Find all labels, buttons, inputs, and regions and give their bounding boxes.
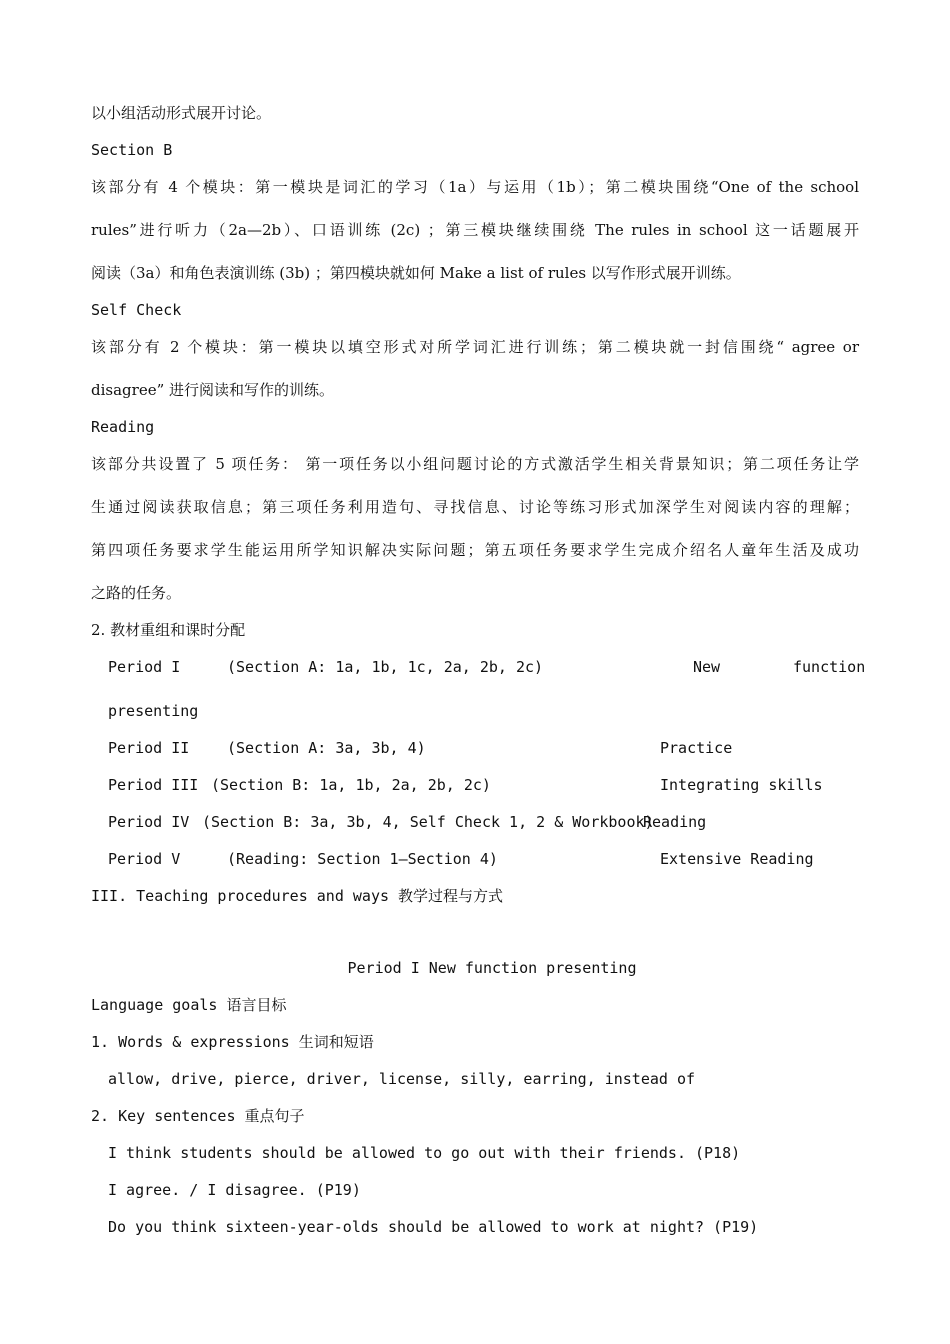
section-b-line-3: 阅读（3a）和角色表演训练 (3b) ；第四模块就如何 Make a list of rules 以写作形式展开训练。	[91, 264, 741, 282]
key-sentence: I think students should be allowed to go out with their friends. (P18)	[108, 1144, 741, 1162]
period-type: Practice	[660, 739, 733, 757]
reading-line-1: 该部分共设置了 5 项任务： 第一项任务以小组问题讨论的方式激活学生相关背景知识；第二项任务让学	[91, 455, 859, 473]
words-list: allow, drive, pierce, driver, license, silly, earring, instead of	[108, 1070, 695, 1088]
key-sentences-heading: 2. Key sentences 重点句子	[91, 1107, 305, 1125]
period-name: Period III	[108, 776, 199, 794]
period-name: Period I	[108, 658, 181, 676]
section-b-heading: Section B	[91, 141, 173, 159]
self-check-heading: Self Check	[91, 301, 182, 319]
period-name: Period V	[108, 850, 181, 868]
period-name: Period IV	[108, 813, 190, 831]
period1-title: Period I New function presenting	[347, 959, 637, 977]
self-check-line-2: disagree” 进行阅读和写作的训练。	[91, 381, 335, 399]
reading-line-4: 之路的任务。	[91, 584, 182, 602]
period-content: (Section A: 1a, 1b, 1c, 2a, 2b, 2c)	[227, 658, 544, 676]
language-goals-heading: Language goals 语言目标	[91, 996, 287, 1014]
regroup-heading: 2. 教材重组和课时分配	[91, 621, 246, 639]
section-b-line-1: 该部分有 4 个模块：第一模块是词汇的学习（1a）与运用（1b）；第二模块围绕“One of the school	[91, 178, 859, 196]
period-type: Reading	[643, 813, 707, 831]
words-heading: 1. Words & expressions 生词和短语	[91, 1033, 374, 1051]
reading-line-3: 第四项任务要求学生能运用所学知识解决实际问题；第五项任务要求学生完成介绍名人童年生活及成功	[91, 541, 859, 559]
period-content: (Section B: 1a, 1b, 2a, 2b, 2c)	[211, 776, 491, 794]
procedures-heading: III. Teaching procedures and ways 教学过程与方式	[91, 887, 504, 905]
reading-heading: Reading	[91, 418, 155, 436]
period-type: New	[693, 658, 721, 676]
period-content: (Section A: 3a, 3b, 4)	[227, 739, 426, 757]
period-type: function	[793, 658, 866, 676]
period-type: Extensive Reading	[660, 850, 814, 868]
key-sentence: Do you think sixteen-year-olds should be allowed to work at night? (P19)	[108, 1218, 759, 1236]
section-a-tail-text: 以小组活动形式展开讨论。	[91, 104, 272, 122]
period-content: (Reading: Section 1—Section 4)	[227, 850, 498, 868]
self-check-line-1: 该部分有 2 个模块：第一模块以填空形式对所学词汇进行训练；第二模块就一封信围绕“ agree or	[91, 338, 859, 356]
period-name: Period II	[108, 739, 190, 757]
period-type: Integrating skills	[660, 776, 823, 794]
key-sentence: I agree. / I disagree. (P19)	[108, 1181, 361, 1199]
section-b-line-2: rules”进行听力（2a—2b）、口语训练 (2c) ；第三模块继续围绕 The rules in school 这一话题展开	[91, 221, 859, 239]
period-content: (Section B: 3a, 3b, 4, Self Check 1, 2 & Workbook)	[202, 813, 654, 831]
reading-line-2: 生通过阅读获取信息；第三项任务利用造句、寻找信息、讨论等练习形式加深学生对阅读内容的理解；	[91, 498, 859, 516]
period-type-continued: presenting	[108, 702, 199, 720]
